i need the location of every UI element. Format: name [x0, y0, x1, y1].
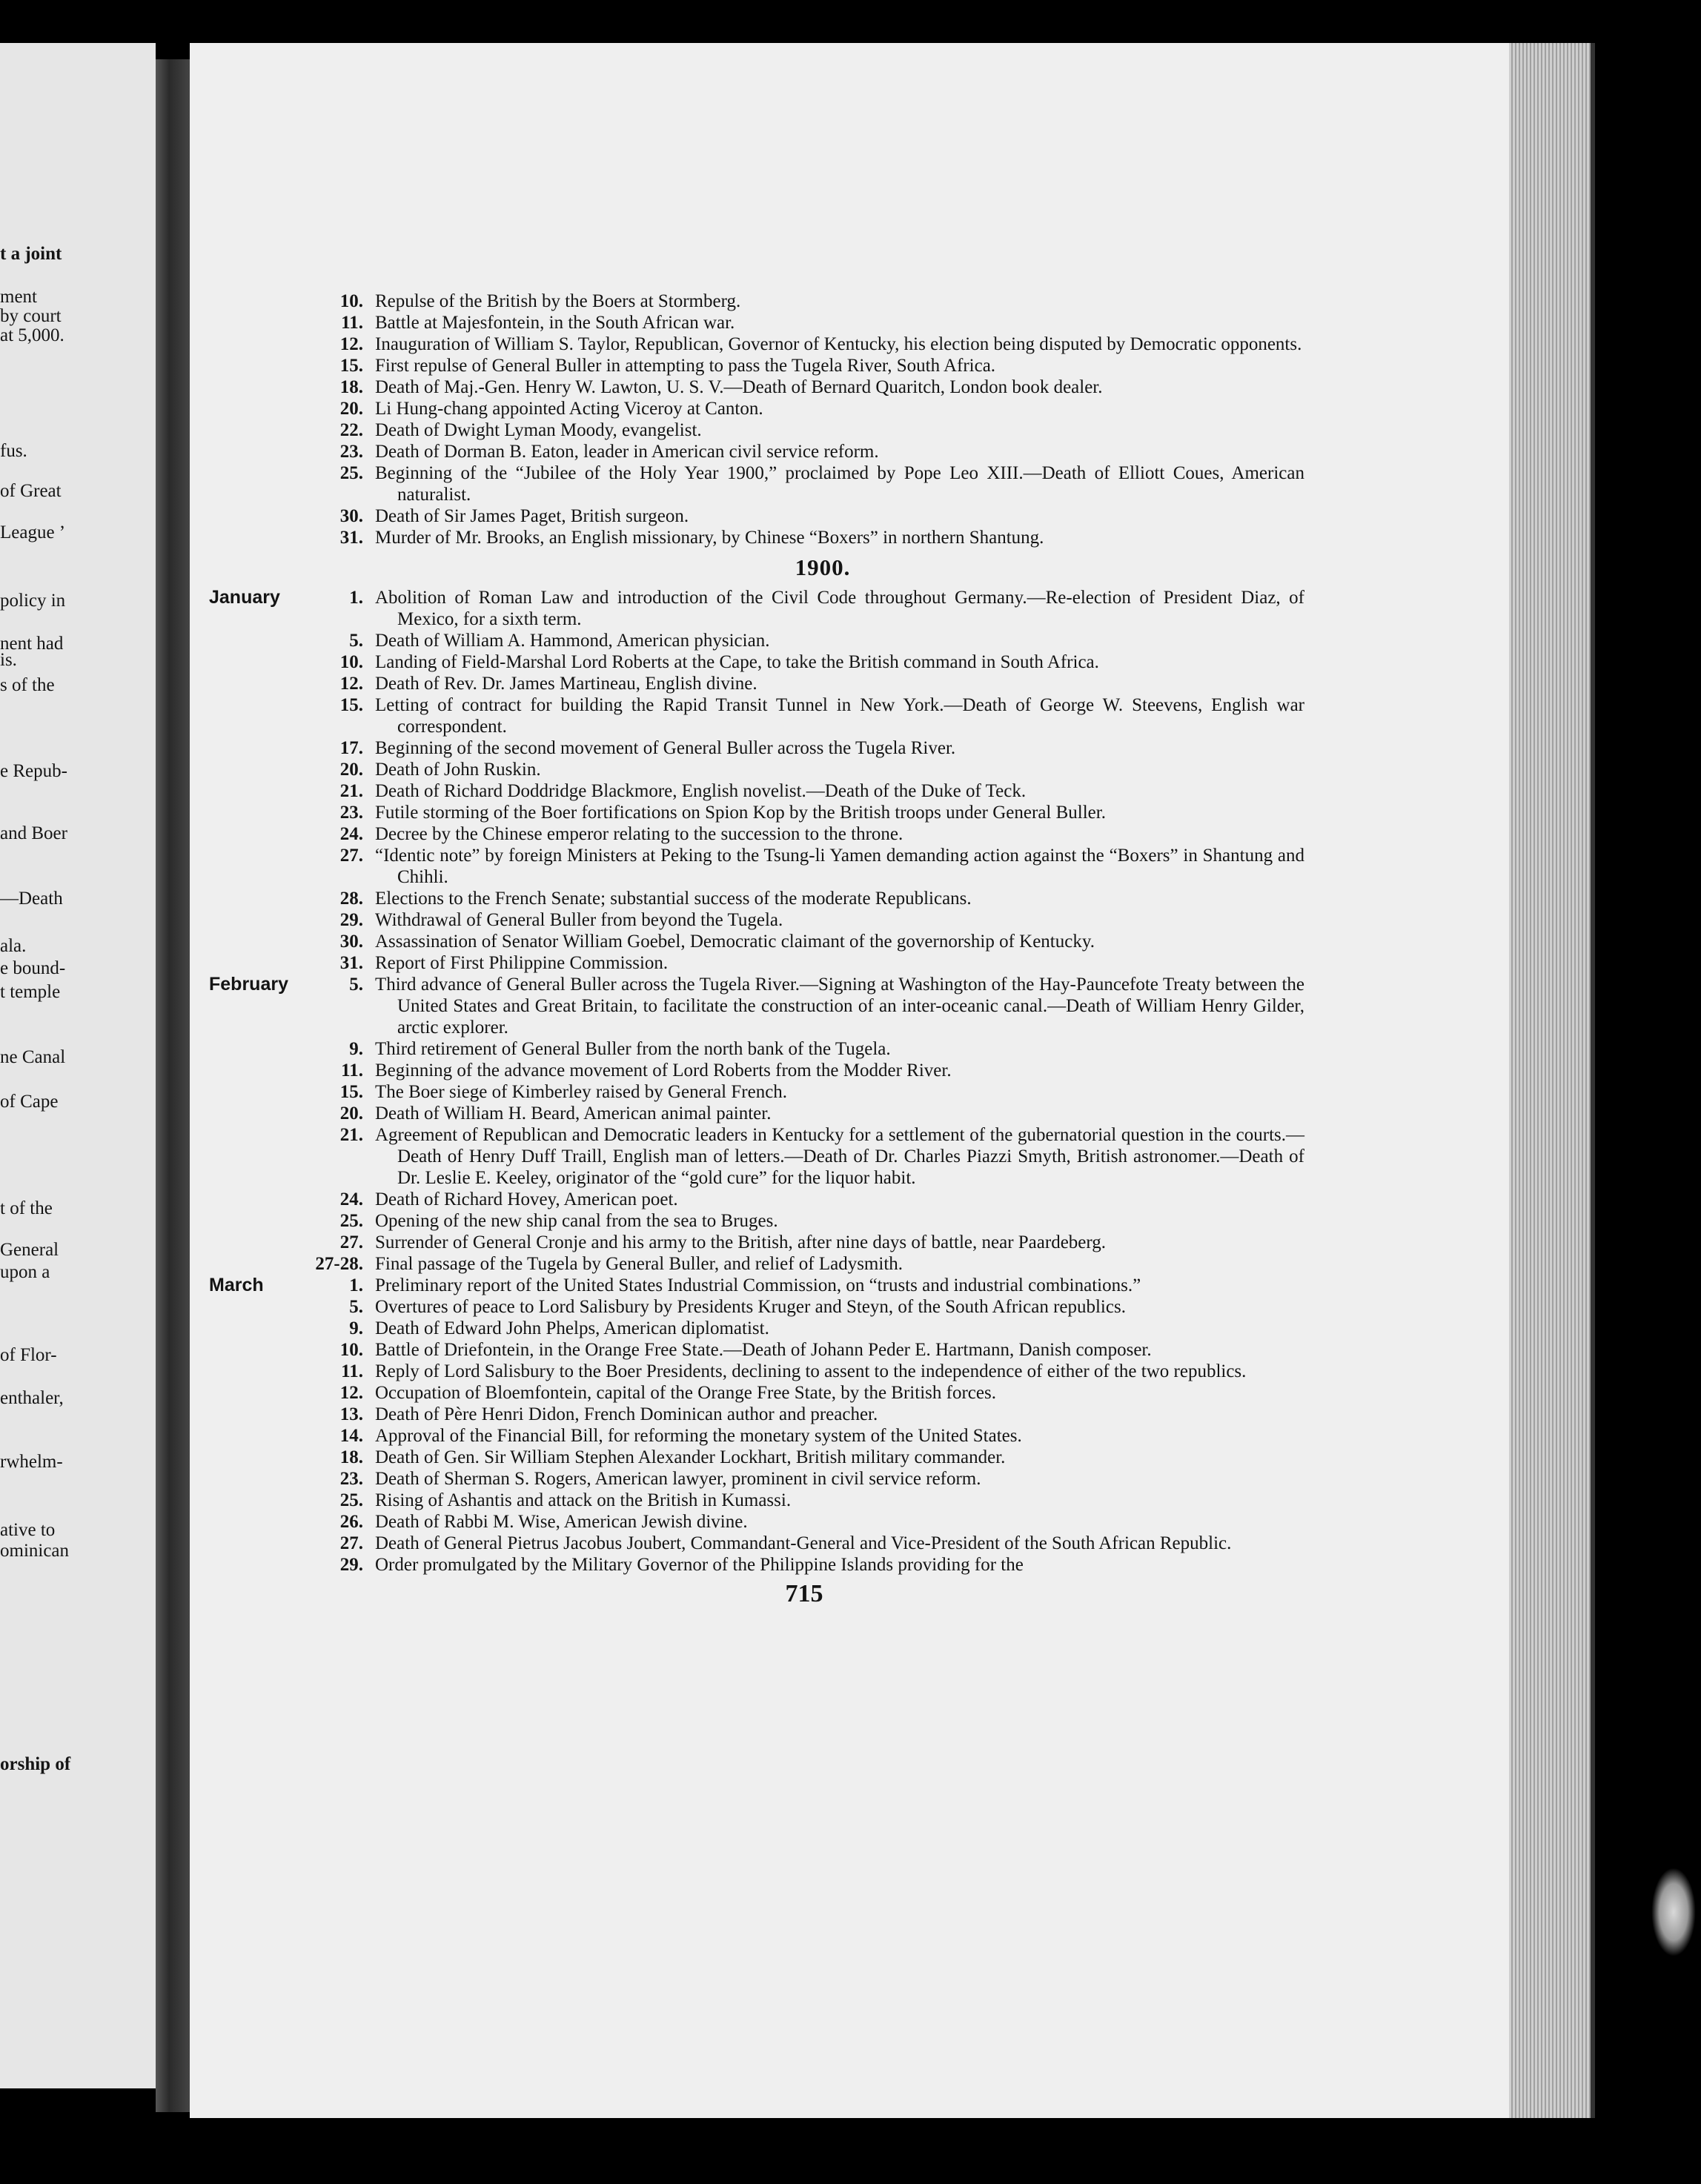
left-page-text-fragment: t temple — [0, 982, 61, 1002]
chronology-entry — [209, 974, 1304, 1038]
chronology-entry — [274, 845, 1304, 888]
entry-day: 1. — [349, 588, 363, 608]
entry-text: Landing of Field-Marshal Lord Roberts at the Cape, to take the British command in South Africa. — [375, 652, 1099, 672]
entry-day: 31. — [339, 953, 363, 973]
left-page-text-fragment: League ’ — [0, 522, 66, 542]
chronology-entry — [274, 1103, 1304, 1124]
entry-day: 13. — [339, 1404, 363, 1424]
entry-text: Report of First Philippine Commission. — [375, 953, 669, 973]
entry-day: 24. — [339, 824, 363, 844]
entry-text: Death of Sir James Paget, British surgeon. — [375, 506, 689, 526]
chronology-entry — [274, 312, 1304, 333]
entry-day: 14. — [339, 1426, 363, 1446]
entry-text: Withdrawal of General Buller from beyond the Tugela. — [375, 910, 783, 930]
chronology-entry — [274, 1533, 1304, 1554]
chronology-entry — [274, 1382, 1304, 1404]
entry-day: 22. — [339, 420, 363, 440]
chronology-entry — [274, 1554, 1304, 1576]
entry-text: Approval of the Financial Bill, for reforming the monetary system of the United States. — [375, 1426, 1022, 1446]
chronology-entry — [274, 1468, 1304, 1490]
entry-day: 31. — [339, 528, 363, 548]
chronology-entry — [274, 673, 1304, 694]
entry-text: Abolition of Roman Law and introduction of the Civil Code throughout Germany.—Re-election of President Diaz, of Mexico, for a sixth term. — [375, 588, 1304, 629]
entry-text: Battle of Driefontein, in the Orange Free State.—Death of Johann Peder E. Hartmann, Danish composer. — [375, 1340, 1152, 1360]
entry-text: Rising of Ashantis and attack on the British in Kumassi. — [375, 1490, 792, 1510]
months — [209, 587, 1304, 1576]
chronology-entry — [274, 737, 1304, 759]
chronology-entry — [274, 1318, 1304, 1339]
entry-text: First repulse of General Buller in attempting to pass the Tugela River, South Africa. — [375, 356, 996, 376]
entry-text: Death of Dwight Lyman Moody, evangelist. — [375, 420, 702, 440]
entry-day: 9. — [349, 1318, 363, 1338]
entry-day: 25. — [339, 1211, 363, 1231]
left-page-text-fragment: orship of — [0, 1754, 71, 1774]
page-number: 715 — [785, 1580, 823, 1607]
entries-1899 — [274, 291, 1304, 548]
month-label: March — [209, 1275, 264, 1295]
entry-text: Occupation of Bloemfontein, capital of the Orange Free State, by the British forces. — [375, 1383, 996, 1403]
year-heading: 1900. — [795, 554, 851, 580]
entry-day: 30. — [339, 932, 363, 952]
left-page-text-fragment: ominican — [0, 1541, 70, 1561]
entry-text: Order promulgated by the Military Governor of the Philippine Islands providing for the — [375, 1555, 1024, 1575]
entry-day: 23. — [339, 1469, 363, 1489]
chronology-entry — [274, 759, 1304, 780]
chronology-entry — [274, 1232, 1304, 1253]
entry-day: 5. — [349, 631, 363, 651]
entry-text: Li Hung-chang appointed Acting Viceroy at Canton. — [375, 399, 763, 419]
chronology-entry — [274, 1253, 1304, 1275]
entry-day: 24. — [339, 1189, 363, 1209]
left-page-text-fragment: ment — [0, 287, 37, 307]
chronology-entry — [274, 780, 1304, 802]
cover-edge — [1591, 43, 1595, 2118]
chronology-entry — [274, 1210, 1304, 1232]
book-binding — [156, 59, 190, 2112]
chronology-entry — [274, 931, 1304, 952]
chronology-entry — [274, 441, 1304, 462]
entry-day: 29. — [339, 1555, 363, 1575]
entry-day: 10. — [339, 1340, 363, 1360]
left-page-text-fragment: is. — [0, 650, 17, 670]
entry-day: 25. — [339, 1490, 363, 1510]
chronology-entry — [274, 1060, 1304, 1081]
left-page-text-fragment: e Repub- — [0, 761, 67, 781]
chronology-entry — [274, 355, 1304, 376]
entry-day: 21. — [339, 781, 363, 801]
chronology-entry — [274, 888, 1304, 909]
chronology-entry — [274, 1490, 1304, 1511]
entry-day: 12. — [339, 1383, 363, 1403]
left-page-text-fragment: ne Canal — [0, 1047, 66, 1067]
entry-text: Death of Sherman S. Rogers, American lawyer, prominent in civil service reform. — [375, 1469, 981, 1489]
entry-day: 29. — [339, 910, 363, 930]
chronology-entry — [274, 1447, 1304, 1468]
entry-text: Beginning of the second movement of General Buller across the Tugela River. — [375, 738, 956, 758]
left-page-text-fragment: t a joint — [0, 244, 62, 264]
entry-day: 21. — [339, 1125, 363, 1145]
left-page-text-fragment: ative to — [0, 1520, 56, 1540]
entry-day: 27. — [339, 846, 363, 866]
chronology-entry — [274, 802, 1304, 823]
chronology-entry — [274, 1339, 1304, 1361]
entry-day: 28. — [339, 889, 363, 909]
entry-text: Preliminary report of the United States Industrial Commission, on “trusts and industrial combinations.” — [375, 1275, 1141, 1295]
entry-day: 12. — [339, 674, 363, 694]
entry-text: Overtures of peace to Lord Salisbury by Presidents Kruger and Steyn, of the South African republics. — [375, 1297, 1126, 1317]
left-page-text-fragment: s of the — [0, 675, 55, 695]
scan-artifact — [1651, 1868, 1696, 1956]
chronology-text — [209, 291, 1304, 1607]
entry-text: Battle at Majesfontein, in the South African war. — [375, 313, 735, 333]
entry-day: 10. — [339, 291, 363, 311]
left-page-text-fragment: ala. — [0, 936, 27, 956]
chronology-entry — [274, 505, 1304, 527]
entry-day: 25. — [339, 463, 363, 483]
chronology-entry — [274, 462, 1304, 505]
entry-text: Surrender of General Cronje and his army to the British, after nine days of battle, near Paardeberg. — [375, 1232, 1107, 1252]
chronology-entry — [274, 1296, 1304, 1318]
entry-day: 26. — [339, 1512, 363, 1532]
entry-text: Death of John Ruskin. — [375, 760, 541, 780]
entry-text: The Boer siege of Kimberley raised by General French. — [375, 1082, 788, 1102]
left-page-text-fragment: and Boer — [0, 823, 67, 843]
month-label: February — [209, 974, 288, 995]
chronology-entry — [274, 1511, 1304, 1533]
entry-day: 27-28. — [315, 1254, 363, 1274]
entry-day: 27. — [339, 1533, 363, 1553]
entry-day: 15. — [339, 356, 363, 376]
left-page-text-fragment: nent had — [0, 634, 64, 654]
entry-day: 11. — [341, 1061, 363, 1081]
entry-day: 5. — [349, 1297, 363, 1317]
entry-day: 15. — [339, 1082, 363, 1102]
entry-day: 11. — [341, 1361, 363, 1381]
left-page-text-fragment: at 5,000. — [0, 325, 64, 345]
entry-day: 27. — [339, 1232, 363, 1252]
left-page-text-fragment: by court — [0, 306, 62, 326]
left-page-text-fragment: policy in — [0, 591, 66, 611]
entry-text: Death of Rev. Dr. James Martineau, English divine. — [375, 674, 757, 694]
chronology-entry — [274, 1404, 1304, 1425]
entry-day: 17. — [339, 738, 363, 758]
entry-text: Beginning of the advance movement of Lord Roberts from the Modder River. — [375, 1061, 952, 1081]
entry-text: Death of Rabbi M. Wise, American Jewish divine. — [375, 1512, 748, 1532]
page-edges — [1509, 43, 1591, 2118]
entry-text: Agreement of Republican and Democratic leaders in Kentucky for a settlement of the gubernatorial question in the courts.—Death of Henry Duff Traill, English man of letters.—Death of Dr. Charles Piazzi Smyth, British astronomer.—Death of Dr. Leslie E. Keeley, originator of the “gold cure” for the liquor habit. — [375, 1125, 1304, 1188]
chronology-entry — [274, 1425, 1304, 1447]
entry-text: Death of Edward John Phelps, American diplomatist. — [375, 1318, 769, 1338]
entry-text: Third advance of General Buller across the Tugela River.—Signing at Washington of the Hay-Pauncefote Treaty between the United States and Great Britain, to facilitate the construction of an inter-oceanic canal.—Death of William Henry Gilder, arctic explorer. — [375, 975, 1304, 1038]
month-label: January — [209, 587, 280, 608]
entry-day: 11. — [341, 313, 363, 333]
entry-text: Inauguration of William S. Taylor, Republican, Governor of Kentucky, his election being disputed by Democratic opponents. — [375, 334, 1302, 354]
entry-day: 18. — [339, 377, 363, 397]
chronology-entry — [274, 694, 1304, 737]
entry-day: 5. — [349, 975, 363, 995]
chronology-entry — [274, 333, 1304, 355]
chronology-entry — [274, 398, 1304, 419]
left-page-text-fragment: of Flor- — [0, 1345, 57, 1365]
left-page-text-fragment: upon a — [0, 1262, 50, 1282]
entry-day: 30. — [339, 506, 363, 526]
entry-text: Repulse of the British by the Boers at Stormberg. — [375, 291, 741, 311]
chronology-entry — [274, 952, 1304, 974]
left-page-fragment — [0, 43, 156, 2088]
chronology-entry — [274, 1189, 1304, 1210]
left-page-text-fragment: —Death — [0, 889, 63, 909]
entry-text: Death of Richard Doddridge Blackmore, English novelist.—Death of the Duke of Teck. — [375, 781, 1027, 801]
entry-day: 9. — [349, 1039, 363, 1059]
chronology-entry — [274, 1124, 1304, 1189]
entry-day: 1. — [349, 1275, 363, 1295]
entry-text: Assassination of Senator William Goebel, Democratic claimant of the governorship of Kentucky. — [375, 932, 1095, 952]
entry-day: 23. — [339, 803, 363, 823]
entry-text: Death of William A. Hammond, American physician. — [375, 631, 770, 651]
entry-text: Death of Dorman B. Eaton, leader in American civil service reform. — [375, 442, 879, 462]
entry-text: Letting of contract for building the Rapid Transit Tunnel in New York.—Death of George W. Steevens, English war correspondent. — [375, 695, 1304, 737]
entry-text: Futile storming of the Boer fortifications on Spion Kop by the British troops under General Buller. — [375, 803, 1106, 823]
entry-day: 20. — [339, 399, 363, 419]
chronology-entry — [274, 1038, 1304, 1060]
chronology-entry — [274, 651, 1304, 673]
entry-text: Death of Père Henri Didon, French Dominican author and preacher. — [375, 1404, 878, 1424]
entry-day: 12. — [339, 334, 363, 354]
entry-text: Opening of the new ship canal from the sea to Bruges. — [375, 1211, 778, 1231]
chronology-entry — [209, 1275, 1304, 1296]
entry-day: 18. — [339, 1447, 363, 1467]
chronology-entry — [209, 587, 1304, 630]
entry-day: 10. — [339, 652, 363, 672]
entry-text: Third retirement of General Buller from the north bank of the Tugela. — [375, 1039, 891, 1059]
entry-text: Elections to the French Senate; substantial success of the moderate Republicans. — [375, 889, 972, 909]
entry-text: Death of Richard Hovey, American poet. — [375, 1189, 678, 1209]
entry-text: Decree by the Chinese emperor relating to the succession to the throne. — [375, 824, 903, 844]
left-page-text-fragment: e bound- — [0, 958, 66, 978]
chronology-entry — [274, 527, 1304, 548]
entry-text: Death of Gen. Sir William Stephen Alexander Lockhart, British military commander. — [375, 1447, 1006, 1467]
left-page-text-fragment: General — [0, 1240, 59, 1260]
entry-day: 23. — [339, 442, 363, 462]
chronology-entry — [274, 291, 1304, 312]
entry-text: Death of William H. Beard, American animal painter. — [375, 1103, 772, 1123]
chronology-entry — [274, 909, 1304, 931]
chronology-entry — [274, 419, 1304, 441]
entry-text: Death of Maj.-Gen. Henry W. Lawton, U. S. V.—Death of Bernard Quaritch, London book dealer. — [375, 377, 1103, 397]
chronology-entry — [274, 1361, 1304, 1382]
left-page-text-fragment: t of the — [0, 1198, 53, 1218]
left-page-text-fragment: enthaler, — [0, 1388, 64, 1408]
entry-day: 20. — [339, 760, 363, 780]
entry-text: Murder of Mr. Brooks, an English missionary, by Chinese “Boxers” in northern Shantung. — [375, 528, 1044, 548]
entry-text: Reply of Lord Salisbury to the Boer Presidents, declining to assent to the independence of either of the two republics. — [375, 1361, 1247, 1381]
chronology-entry — [274, 1081, 1304, 1103]
entry-text: Final passage of the Tugela by General Buller, and relief of Ladysmith. — [375, 1254, 903, 1274]
chronology-entry — [274, 823, 1304, 845]
entry-text: “Identic note” by foreign Ministers at Peking to the Tsung-li Yamen demanding action against the “Boxers” in Shantung and Chihli. — [375, 846, 1304, 887]
left-page-text-fragment: fus. — [0, 441, 27, 461]
entry-text: Beginning of the “Jubilee of the Holy Year 1900,” proclaimed by Pope Leo XIII.—Death of Elliott Coues, American naturalist. — [375, 463, 1304, 505]
entry-day: 20. — [339, 1103, 363, 1123]
left-page-text-fragment: rwhelm- — [0, 1452, 63, 1472]
left-page-text-fragment: of Great — [0, 481, 62, 501]
chronology-entry — [274, 630, 1304, 651]
left-page-text-fragment: of Cape — [0, 1092, 59, 1112]
chronology-entry — [274, 376, 1304, 398]
entry-day: 15. — [339, 695, 363, 715]
entry-text: Death of General Pietrus Jacobus Joubert, Commandant-General and Vice-President of the South African Republic. — [375, 1533, 1232, 1553]
